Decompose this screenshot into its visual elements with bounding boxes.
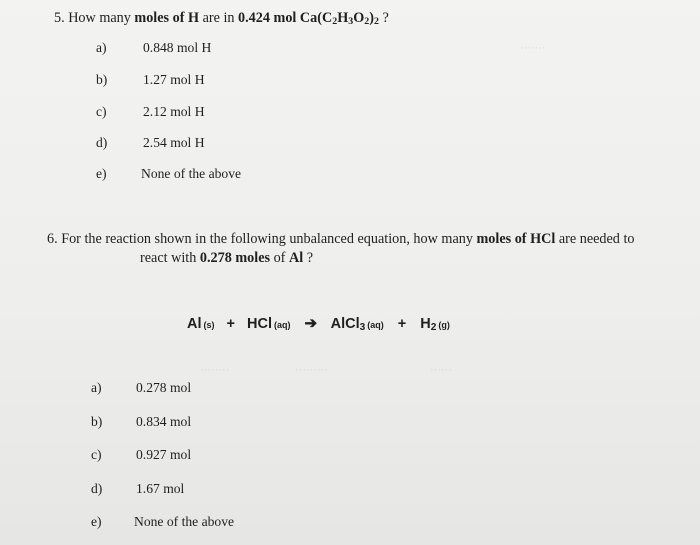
option-letter: d): [96, 135, 108, 150]
bleed-through-text: ·······: [520, 42, 546, 54]
option-text: 2.54 mol H: [143, 135, 205, 150]
option-letter: b): [91, 414, 103, 429]
formula-calcium-acetate: 0.424 mol $Ca(C_2H_3O_2)_2$: [238, 10, 379, 27]
option-text: 0.848 mol H: [143, 40, 212, 55]
option-text: None of the above: [141, 166, 242, 181]
option-letter: e): [96, 166, 107, 181]
option-letter: a): [96, 40, 107, 55]
product-h2: $H_2$ (g): [420, 316, 450, 333]
option-text: 2.12 mol H: [143, 104, 205, 119]
option-letter: d): [91, 481, 103, 496]
option-text: None of the above: [134, 514, 235, 529]
option-text: 1.27 mol H: [143, 72, 205, 87]
option-letter: c): [91, 447, 102, 462]
question-number: 5.: [54, 10, 65, 26]
bleed-through-text: ········: [200, 364, 230, 376]
reactant-hcl: HCl (aq): [247, 316, 291, 332]
option-text: 0.278 mol: [136, 380, 192, 395]
option-letter: a): [91, 380, 102, 395]
reaction-arrow-icon: ➔: [304, 315, 318, 332]
option-letter: c): [96, 104, 107, 119]
question-5-prompt: 5. How many moles of H are in 0.424 mol $Ca(C_2H_3O_2)_2$ ?: [54, 10, 389, 27]
option-text: 1.67 mol: [136, 481, 185, 496]
option-letter: b): [96, 72, 108, 87]
question-number: 6.: [47, 231, 58, 247]
reaction-equation: Al (s) + HCl (aq) ➔ AlCl$_3$ $(aq) + H_2$ (g): [187, 315, 450, 333]
question-6-prompt-line1: 6. For the reaction shown in the following unbalanced equation, how many moles of HCl are needed to: [47, 231, 635, 247]
option-text: 0.927 mol: [136, 447, 192, 462]
product-alcl3: AlCl$_3$ (aq): [330, 316, 384, 333]
reactant-al: Al (s): [187, 316, 215, 332]
option-text: 0.834 mol: [136, 414, 192, 429]
question-6-prompt-line2: react with 0.278 moles of Al ?: [140, 250, 313, 266]
bleed-through-text: ·········: [295, 364, 328, 376]
bleed-through-text: ······: [430, 364, 452, 376]
option-letter: e): [91, 514, 102, 529]
